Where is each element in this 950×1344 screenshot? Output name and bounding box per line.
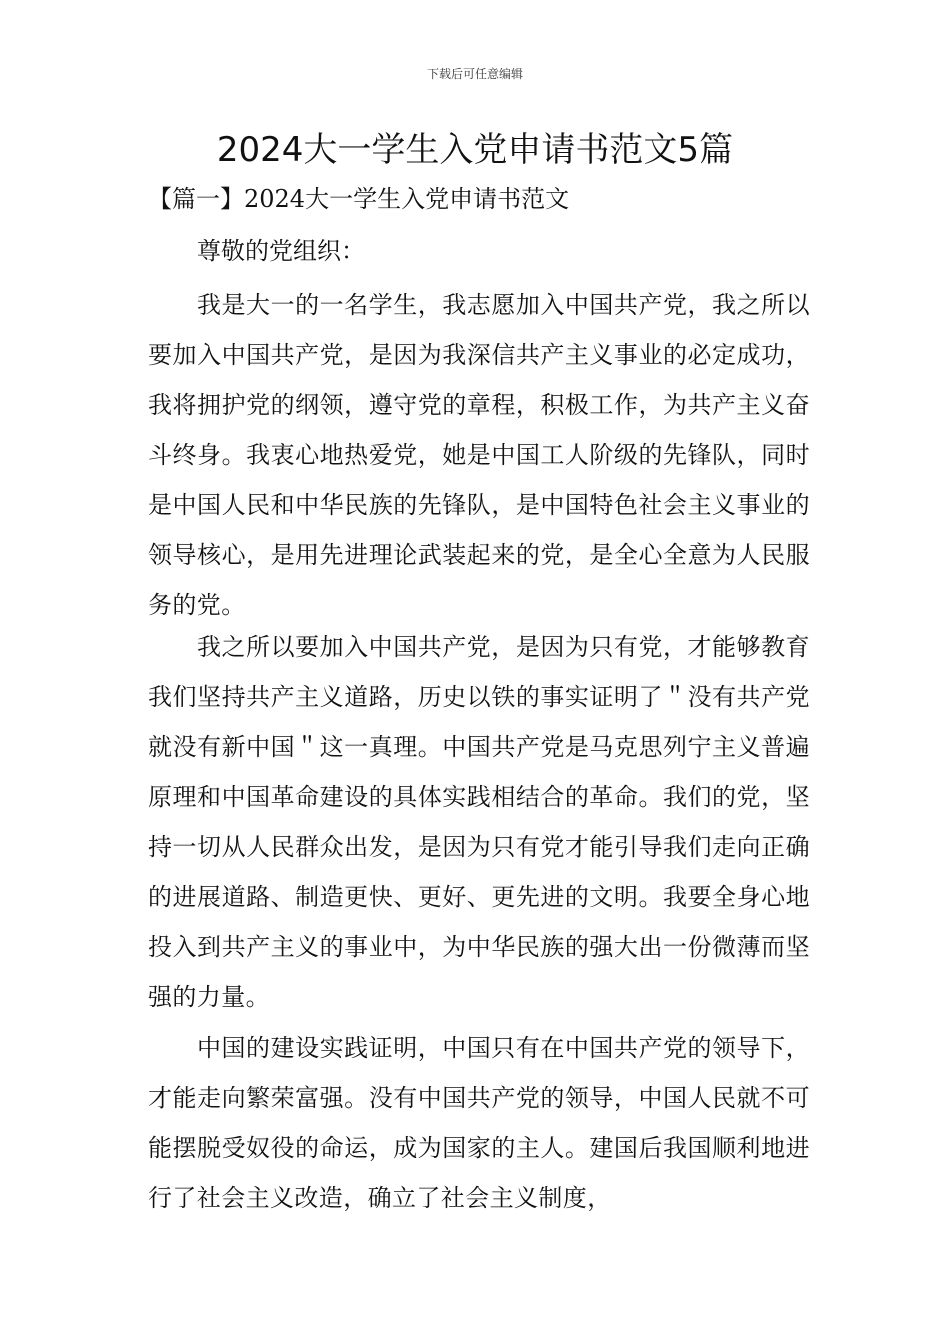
paragraph-3 (148, 1023, 810, 1223)
paragraph-2 (148, 622, 810, 1022)
paragraph-1 (148, 280, 810, 630)
paragraph-text: 我之所以要加入中国共产党，是因为只有党，才能够教育我们坚持共产主义道路，历史以铁的事实证明了＂没有共产党就没有新中国＂这一真理。中国共产党是马克思列宁主义普遍原理和中国革命建设的具体实践相结合的革命。我们的党，坚持一切从人民群众出发，是因为只有党才能引导我们走向正确的进展道路、制造更快、更好、更先进的文明。我要全身心地投入到共产主义的事业中，为中华民族的强大出一份微薄而坚强的力量。 (148, 633, 810, 1011)
paragraph-text: 中国的建设实践证明，中国只有在中国共产党的领导下，才能走向繁荣富强。没有中国共产党的领导，中国人民就不可能摆脱受奴役的命运，成为国家的主人。建国后我国顺利地进行了社会主义改造，确立了社会主义制度， (148, 1034, 810, 1212)
header-note: 下载后可任意编辑 (426, 67, 523, 81)
document-title: 2024大一学生入党申请书范文5篇 (216, 130, 734, 170)
section-heading: 【篇一】2024大一学生入党申请书范文 (148, 185, 570, 213)
paragraph-text: 我是大一的一名学生，我志愿加入中国共产党，我之所以要加入中国共产党，是因为我深信共产主义事业的必定成功，我将拥护党的纲领，遵守党的章程，积极工作，为共产主义奋斗终身。我衷心地热爱党，她是中国工人阶级的先锋队，同时是中国人民和中华民族的先锋队，是中国特色社会主义事业的领导核心，是用先进理论武装起来的党，是全心全意为人民服务的党。 (148, 291, 810, 619)
salutation: 尊敬的党组织： (197, 237, 365, 265)
